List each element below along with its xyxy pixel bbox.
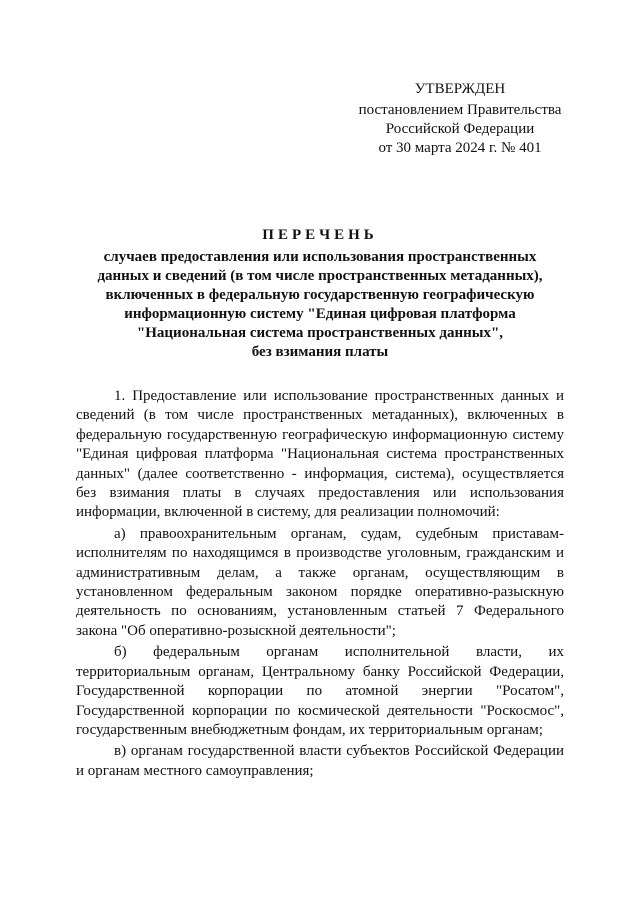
subtitle-line: случаев предоставления или использования пространственных — [103, 249, 537, 265]
approval-line: Российской Федерации — [385, 121, 535, 137]
approval-line: постановлением Правительства — [358, 102, 562, 118]
document-body — [76, 387, 564, 783]
subtitle-line: "Национальная система пространственных данных", — [136, 325, 504, 341]
subtitle-line: информационную систему "Единая цифровая платформа — [124, 306, 516, 322]
paragraph-b: б) федеральным органам исполнительной власти, их территориальным органам, Центральному банку Российской Федерации, Государственной корпорации по атомной энергии "Росатом", Государственной корпорации по космической деятельности "Роскосмос", государственным внебюджетным фондам, их территориальным органам; — [76, 644, 564, 738]
subtitle-line: включенных в федеральную государственную географическую — [105, 287, 535, 303]
subtitle-line: данных и сведений (в том числе пространственных метаданных), — [97, 268, 543, 284]
document-title: ПЕРЕЧЕНЬ — [262, 227, 378, 243]
paragraph-c: в) органам государственной власти субъектов Российской Федерации и органам местного самоуправления; — [76, 743, 564, 779]
subtitle-line: без взимания платы — [251, 344, 389, 360]
approval-stamp — [340, 80, 580, 158]
paragraph-1: 1. Предоставление или использование пространственных данных и сведений (в том числе пространственных метаданных), включенных в федеральную государственную географическую информационную систему "Единая цифровая платформа "Национальная система пространственных данных" (далее соответственно - информация, система), осуществляется без взимания платы в случаях предоставления или использования информации, включенной в систему, для реализации полномочий: — [76, 388, 564, 521]
approval-heading: УТВЕРЖДЕН — [414, 81, 506, 97]
paragraph-a: а) правоохранительным органам, судам, судебным приставам-исполнителям по находящимся в производстве уголовным, гражданским и административным делам, а также органам, осуществляющим в установленном федеральным законом порядке оперативно-разыскную деятельность по основаниям, установленным статьей 7 Федерального закона "Об оперативно-розыскной деятельности"; — [76, 525, 564, 639]
approval-line: от 30 марта 2024 г. № 401 — [378, 140, 542, 156]
document-subtitle — [60, 248, 580, 362]
